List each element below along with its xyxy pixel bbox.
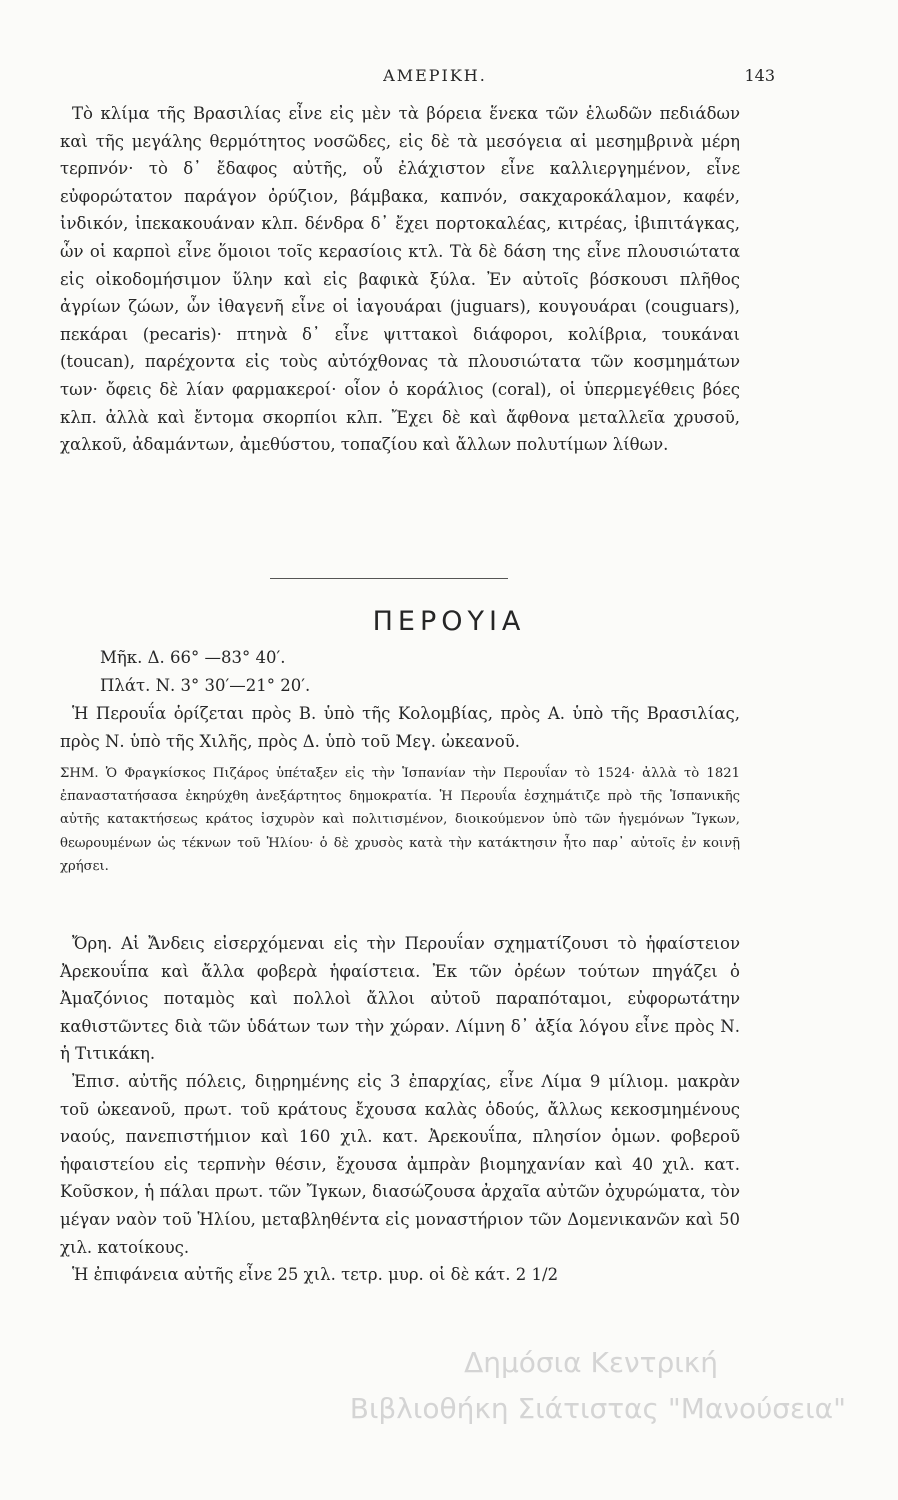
longitude-line: Μῆκ. Δ. 66° —83° 40′. — [100, 648, 286, 667]
borders-section — [60, 700, 740, 755]
borders-paragraph: Ἡ Περουΐα ὁρίζεται πρὸς Β. ὑπὸ τῆς Κολομβίας, πρὸς Α. ὑπὸ τῆς Βρασιλίας, πρὸς Ν. ὑπὸ τῆς Χιλῆς, πρὸς Δ. ὑπὸ τοῦ Μεγ. ὠκεανοῦ. — [60, 704, 740, 751]
cities-paragraph: Ἐπισ. αὐτῆς πόλεις, διῃρημένης εἰς 3 ἐπαρχίας, εἶνε Λίμα 9 μίλιομ. μακρὰν τοῦ ὠκεανοῦ, πρωτ. τοῦ κράτους ἔχουσα καλὰς ὁδούς, ἄλλως κεκοσμημένους ναούς, πανεπιστήμιον καὶ 160 χιλ. κατ. Ἀρεκουΐπα, πλησίον ὁμων. φοβεροῦ ἡφαιστείου εἰς τερπνὴν θέσιν, ἔχουσα ἀμπρὰν βιομηχανίαν καὶ 40 χιλ. κατ. Κοῦσκον, ἡ πάλαι πρωτ. τῶν Ἴγκων, διασώζουσα ἀρχαῖα αὐτῶν ὀχυρώματα, τὸν μέγαν ναὸν τοῦ Ἡλίου, μεταβληθέντα εἰς μοναστήριον τῶν Δομενικανῶν καὶ 50 χιλ. κατοίκους. — [60, 1071, 740, 1257]
geography-section — [60, 930, 740, 1289]
brazil-section — [60, 100, 740, 459]
section-title-peru: ΠΕΡΟΥΙΑ — [372, 606, 526, 637]
library-watermark-line1: Δημόσια Κεντρική — [464, 1346, 718, 1379]
library-watermark-line2: Βιβλιοθήκη Σιάτιστας "Μανούσεια" — [349, 1392, 846, 1425]
page-number: 143 — [744, 66, 775, 85]
running-title: ΑΜΕΡΙΚΗ. — [383, 66, 487, 85]
history-note — [60, 762, 740, 878]
latitude-line: Πλάτ. Ν. 3° 30′—21° 20′. — [100, 676, 311, 695]
surface-line: Ἡ ἐπιφάνεια αὐτῆς εἶνε 25 χιλ. τετρ. μυρ. οἱ δὲ κάτ. 2 1/2 — [72, 1265, 559, 1285]
brazil-paragraph: Τὸ κλίμα τῆς Βρασιλίας εἶνε εἰς μὲν τὰ βόρεια ἕνεκα τῶν ἑλωδῶν πεδιάδων καὶ τῆς μεγάλης θερμότητος νοσῶδες, εἰς δὲ τὰ μεσόγεια αἱ μεσημβρινὰ μέρη τερπνόν· τὸ δ᾽ ἔδαφος αὐτῆς, οὗ ἐλάχιστον εἶνε καλλιεργημένον, εἶνε εὐφορώτατον παράγον ὀρύζιον, βάμβακα, καπνόν, σακχαροκάλαμον, καφέν, ἰνδικόν, ἰπεκακουάναν κλπ. δένδρα δ᾽ ἔχει πορτοκαλέας, κιτρέας, ἰβιπιτάγκας, ὧν οἱ καρποὶ εἶνε ὅμοιοι τοῖς κερασίοις κτλ. Τὰ δὲ δάση της εἶνε πλουσιώτατα εἰς οἰκοδομήσιμον ὕλην καὶ εἰς βαφικὰ ξύλα. Ἐν αὐτοῖς βόσκουσι πλῆθος ἀγρίων ζώων, ὧν ἰθαγενῆ εἶνε οἱ ἰαγουάραι (juguars), κουγουάραι (couguars), πεκάραι (pecaris)· πτηνὰ δ᾽ εἶνε ψιττακοὶ διάφοροι, κολίβρια, τουκάναι (toucan), παρέχοντα εἰς τοὺς αὐτόχθονας τὰ πλουσιώτατα τῶν κοσμημάτων των· ὄφεις δὲ λίαν φαρμακεροί· οἷον ὁ κοράλιος (coral), οἱ ὑπερμεγέθεις βόες κλπ. ἀλλὰ καὶ ἔντομα σκορπίοι κλπ. Ἔχει δὲ καὶ ἄφθονα μεταλλεῖα χρυσοῦ, χαλκοῦ, ἀδαμάντων, ἀμεθύστου, τοπαζίου καὶ ἄλλων πολυτίμων λίθων. — [60, 104, 740, 455]
mountains-paragraph: Ὄρη. Αἱ Ἄνδεις εἰσερχόμεναι εἰς τὴν Περουΐαν σχηματίζουσι τὸ ἡφαίστειον Ἀρεκουΐπα καὶ ἄλλα φοβερὰ ἡφαίστεια. Ἐκ τῶν ὀρέων τούτων πηγάζει ὁ Ἀμαζόνιος ποταμὸς καὶ πολλοὶ ἄλλοι αὐτοῦ παραπόταμοι, εὐφορωτάτην καθιστῶντες διὰ τῶν ὑδάτων των τὴν χώραν. Λίμνη δ᾽ ἀξία λόγου εἶνε πρὸς Ν. ἡ Τιτικάκη. — [60, 934, 740, 1064]
history-note-text: ΣΗΜ. Ὁ Φραγκίσκος Πιζάρος ὑπέταξεν εἰς τὴν Ἱσπανίαν τὴν Περουΐαν τὸ 1524· ἀλλὰ τὸ 1821 ἐπαναστατήσασα ἐκηρύχθη ἀνεξάρτητος δημοκρατία. Ἡ Περουΐα ἐσχημάτιζε πρὸ τῆς Ἱσπανικῆς αὐτῆς κατακτήσεως κράτος ἰσχυρὸν καὶ πολιτισμένον, διοικούμενον ὑπὸ τῶν ἡγεμόνων Ἴγκων, θεωρουμένων ὡς τέκνων τοῦ Ἡλίου· ὁ δὲ χρυσὸς κατὰ τὴν κατάκτησιν ἦτο παρ᾽ αὐτοῖς ἐν κοινῇ χρήσει. — [60, 766, 740, 874]
page-header — [95, 60, 775, 90]
section-divider — [270, 578, 508, 579]
